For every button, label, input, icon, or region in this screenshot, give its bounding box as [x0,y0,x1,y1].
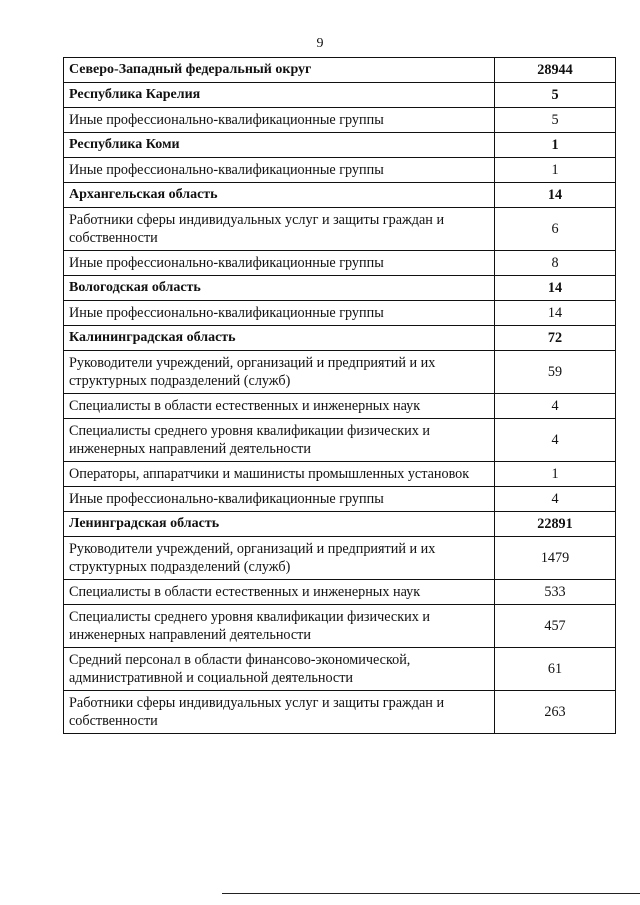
row-value: 61 [495,648,616,691]
row-value: 5 [495,83,616,108]
row-value: 533 [495,580,616,605]
table-row [64,351,616,394]
row-value: 4 [495,487,616,512]
row-label: Специалисты среднего уровня квалификации физических и инженерных направлений деятельности [64,605,495,648]
row-value: 28944 [495,58,616,83]
row-value: 59 [495,351,616,394]
page-number: 9 [316,36,324,51]
row-value: 4 [495,419,616,462]
row-label: Республика Карелия [64,83,495,108]
row-value: 72 [495,326,616,351]
row-value: 1 [495,133,616,158]
row-label: Республика Коми [64,133,495,158]
row-value: 14 [495,276,616,301]
row-label: Иные профессионально-квалификационные группы [64,487,495,512]
table-row [64,301,616,326]
table-row [64,462,616,487]
row-label: Калининградская область [64,326,495,351]
row-label: Иные профессионально-квалификационные группы [64,301,495,326]
row-label: Руководители учреждений, организаций и предприятий и их структурных подразделений (служб) [64,351,495,394]
row-label: Специалисты в области естественных и инженерных наук [64,580,495,605]
row-label: Работники сферы индивидуальных услуг и защиты граждан и собственности [64,691,495,734]
table-row [64,58,616,83]
row-label: Иные профессионально-квалификационные группы [64,251,495,276]
table-row [64,512,616,537]
table-row [64,648,616,691]
row-label: Ленинградская область [64,512,495,537]
table-row [64,83,616,108]
table-row [64,605,616,648]
row-label: Северо-Западный федеральный округ [64,58,495,83]
bottom-edge-line [222,893,640,894]
table-row [64,276,616,301]
row-label: Архангельская область [64,183,495,208]
row-value: 8 [495,251,616,276]
row-value: 4 [495,394,616,419]
table-row [64,183,616,208]
table-row [64,208,616,251]
row-value: 6 [495,208,616,251]
table-row [64,158,616,183]
row-value: 457 [495,605,616,648]
table-row [64,487,616,512]
row-label: Специалисты в области естественных и инженерных наук [64,394,495,419]
table-row [64,394,616,419]
table-row [64,691,616,734]
row-value: 22891 [495,512,616,537]
row-value: 14 [495,183,616,208]
row-label: Работники сферы индивидуальных услуг и защиты граждан и собственности [64,208,495,251]
row-label: Вологодская область [64,276,495,301]
row-label: Специалисты среднего уровня квалификации физических и инженерных направлений деятельности [64,419,495,462]
row-value: 1 [495,158,616,183]
row-value: 263 [495,691,616,734]
statistics-table-body [64,58,616,734]
row-value: 1479 [495,537,616,580]
table-row [64,326,616,351]
table-row [64,580,616,605]
row-label: Операторы, аппаратчики и машинисты промышленных установок [64,462,495,487]
statistics-table [63,57,616,734]
row-value: 5 [495,108,616,133]
table-row [64,419,616,462]
table-row [64,108,616,133]
row-value: 14 [495,301,616,326]
row-label: Руководители учреждений, организаций и предприятий и их структурных подразделений (служб) [64,537,495,580]
table-row [64,133,616,158]
table-row [64,537,616,580]
table-row [64,251,616,276]
row-label: Иные профессионально-квалификационные группы [64,158,495,183]
row-label: Иные профессионально-квалификационные группы [64,108,495,133]
row-label: Средний персонал в области финансово-экономической, административной и социальной деятельности [64,648,495,691]
row-value: 1 [495,462,616,487]
